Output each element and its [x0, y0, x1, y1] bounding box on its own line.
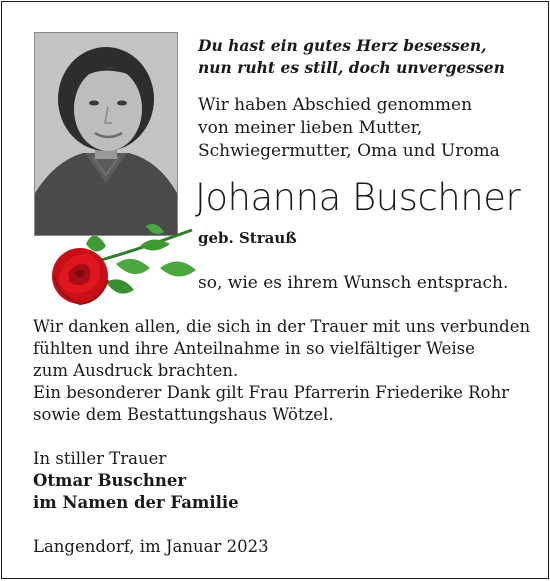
thanks-paragraph — [33, 316, 530, 426]
intro-line: Schwiegermutter, Oma und Uroma — [198, 141, 500, 161]
obituary-notice — [1, 1, 549, 579]
intro-text — [198, 94, 500, 163]
thanks-line: sowie dem Bestattungshaus Wötzel. — [33, 405, 334, 424]
birth-name: geb. Strauß — [198, 229, 297, 247]
place-date: Langendorf, im Januar 2023 — [33, 537, 269, 556]
thanks-line: fühlten und ihre Anteilnahme in so vielfältiger Weise — [33, 339, 475, 358]
motto-line: nun ruht es still, doch unvergessen — [198, 58, 505, 77]
thanks-line: zum Ausdruck brachten. — [33, 361, 239, 380]
motto — [198, 35, 505, 79]
motto-line: Du hast ein gutes Herz besessen, — [198, 36, 487, 55]
deceased-name: Johanna Buschner — [195, 176, 521, 219]
intro-line: von meiner lieben Mutter, — [198, 118, 423, 138]
intro-line: Wir haben Abschied genommen — [198, 95, 473, 115]
signature-family: im Namen der Familie — [33, 493, 239, 512]
wish-text: so, wie es ihrem Wunsch entsprach. — [198, 273, 509, 293]
portrait-photo — [34, 32, 178, 236]
red-rose-icon — [46, 224, 196, 313]
signature-name: Otmar Buschner — [33, 471, 187, 490]
thanks-line: Wir danken allen, die sich in der Trauer mit uns verbunden — [33, 317, 531, 336]
signature-block — [33, 448, 239, 514]
signature-intro: In stiller Trauer — [33, 449, 167, 468]
thanks-line: Ein besonderer Dank gilt Frau Pfarrerin Friederike Rohr — [33, 383, 510, 402]
